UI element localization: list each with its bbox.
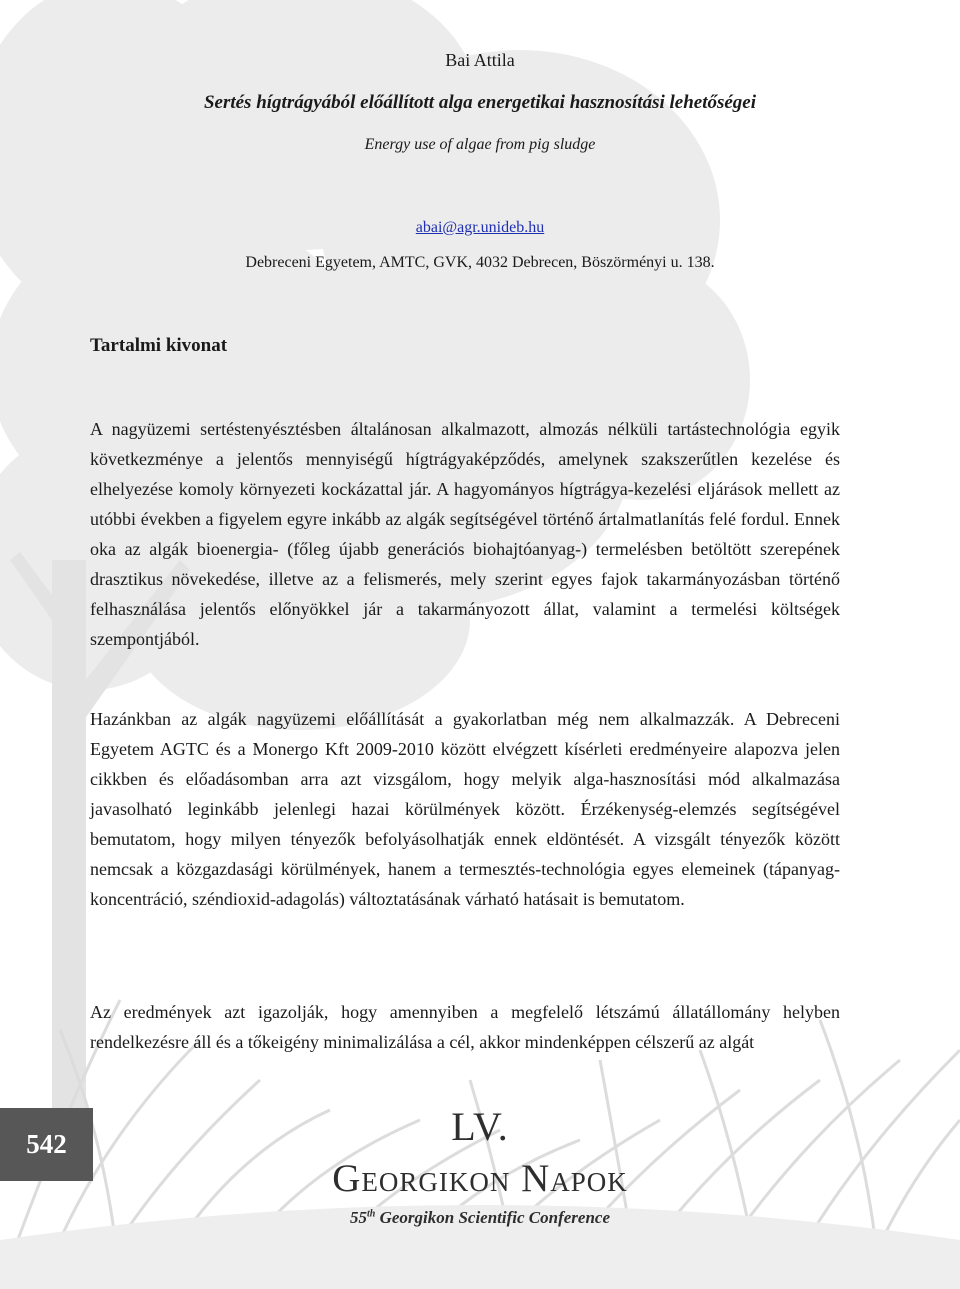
- paper-subtitle: Energy use of algae from pig sludge: [364, 136, 596, 153]
- paper-title: Sertés hígtrágyából előállított alga energetikai hasznosítási lehetőségei: [203, 92, 757, 113]
- conference-subtitle-text: Georgikon Scientific Conference: [379, 1208, 610, 1227]
- abstract-paragraph-2: Hazánkban az algák nagyüzemi előállítását a gyakorlatban még nem alkalmazzák. A Debreceni Egyetem AGTC és a Monergo Kft 2009-2010 között elvégzett kísérleti eredményeire alapozva jelen cikkben és előadásomban arra azt vizsgálom, hogy melyik alga-hasznosítási mód alkalmazása javasolható leginkább jelenlegi hazai körülmények között. Érzékenység-elemzés segítségével bemutatom, hogy milyen tényezők befolyásolhatják ennek eldöntését. A vizsgált tényezők között nemcsak a közgazdasági körülmények, hanem a termesztés-technológia egyes elemeinek (tápanyag-koncentráció, széndioxid-adagolás) változtatásának várható hatásait is bemutatom.: [90, 709, 840, 909]
- author-name: Bai Attila: [445, 50, 515, 70]
- conference-ordinal: 55: [349, 1208, 367, 1227]
- conference-number: LV.: [451, 1104, 509, 1149]
- page-number: 542: [0, 1108, 93, 1181]
- conference-name: Georgikon Napok: [332, 1157, 628, 1200]
- author-affiliation: Debreceni Egyetem, AMTC, GVK, 4032 Debrecen, Böszörményi u. 138.: [245, 254, 715, 271]
- conference-subtitle: [0, 1208, 960, 1228]
- abstract-heading: Tartalmi kivonat: [90, 335, 228, 356]
- author-email-link[interactable]: abai@agr.unideb.hu: [415, 219, 545, 236]
- conference-ordinal-suffix: th: [366, 1208, 376, 1220]
- abstract-paragraph-3: Az eredmények azt igazolják, hogy amennyiben a megfelelő létszámú állatállomány helyben rendelkezésre áll és a tőkeigény minimalizálása a cél, akkor mindenképpen célszerű az algát: [90, 1002, 840, 1052]
- abstract-paragraph-1: A nagyüzemi sertéstenyésztésben általánosan alkalmazott, almozás nélküli tartástechnológia egyik következménye a jelentős mennyiségű hígtrágyaképződés, amelynek szakszerűtlen kezelése és elhelyezése komoly környezeti kockázattal jár. A hagyományos hígtrágya-kezelési eljárások mellett az utóbbi években a figyelem egyre inkább az algák segítségével történő ártalmatlanítás felé fordul. Ennek oka az algák bioenergia- (főleg újabb generációs biohajtóanyag-) termelésben betöltött szerepének drasztikus növekedése, illetve az a felismerés, mely szerint egyes fajok takarmányozásban történő felhasználása jelentős előnyökkel jár a takarmányozott állat, valamint a termelési költségek szempontjából.: [90, 419, 840, 649]
